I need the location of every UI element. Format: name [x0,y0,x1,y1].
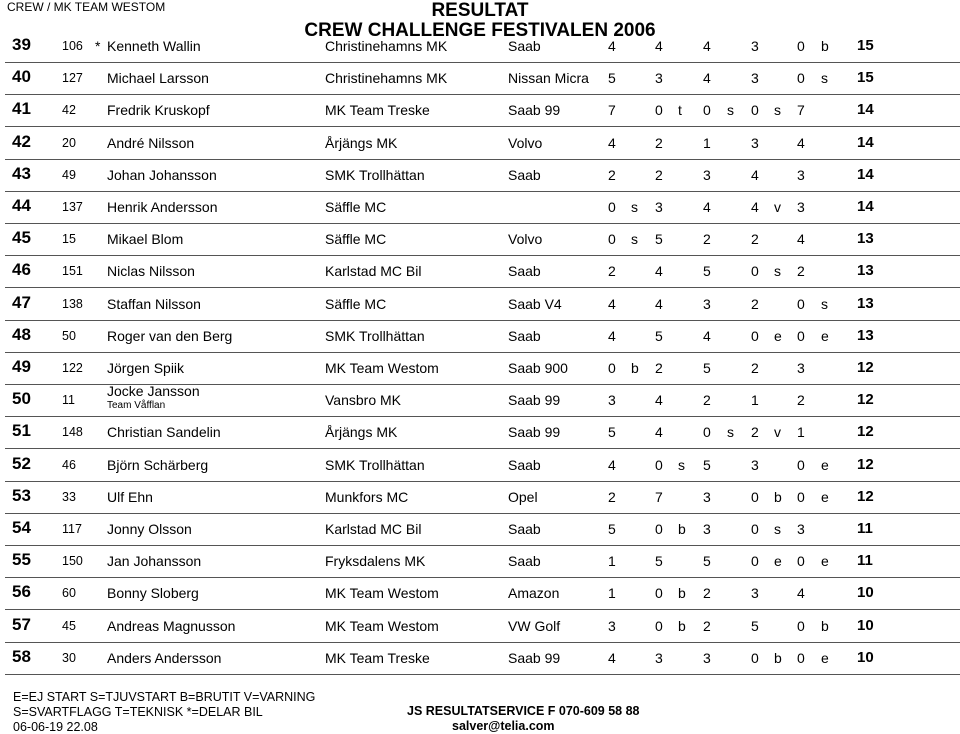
table-row [0,31,960,63]
table-row [0,95,960,127]
service-name: JS RESULTATSERVICE F 070-609 58 88 [407,704,640,718]
club-name: MK Team Westom [325,360,439,376]
table-row [0,578,960,610]
heat-3-points: 0 [703,424,711,441]
heat-5-flag: e [821,327,829,344]
club-name: Årjängs MK [325,424,398,441]
heat-1-points: 2 [608,166,616,183]
car-model: Volvo [508,134,543,151]
heat-1-points: 5 [608,521,616,537]
total-points: 12 [857,487,874,505]
start-number: 11 [62,393,75,408]
position: 39 [12,35,31,54]
heat-1-flag: s [631,231,638,248]
heat-1-flag: b [631,360,639,376]
start-number: 151 [62,264,83,279]
start-number: 15 [62,232,76,247]
position: 42 [12,131,31,151]
table-row [0,514,960,546]
heat-1-points: 4 [608,38,616,54]
position: 40 [12,67,31,87]
service-email: salver@telia.com [452,719,555,733]
heat-5-flag: e [821,649,829,666]
start-number: 60 [62,586,76,601]
heat-4-flag: s [774,102,781,119]
heat-4-points: 2 [751,424,759,441]
page-title: RESULTAT [431,0,529,21]
heat-1-points: 0 [608,199,616,215]
car-model: Nissan Micra [508,70,589,87]
club-name: Säffle MC [325,295,387,312]
heat-4-points: 3 [751,134,759,151]
heat-1-points: 5 [608,70,616,87]
heat-2-flag: t [678,102,682,119]
heat-5-flag: b [821,617,829,634]
driver-name: Jonny Olsson [107,521,192,537]
heat-2-points: 7 [655,488,663,505]
heat-2-points: 5 [655,553,663,570]
heat-4-points: 1 [751,392,759,409]
heat-4-points: 0 [751,521,759,537]
driver-name: Bonny Sloberg [107,585,199,602]
table-row [0,643,960,675]
car-model: Saab 99 [508,102,561,119]
heat-5-points: 7 [797,102,805,119]
total-points: 14 [857,198,874,215]
start-number: 148 [62,425,83,440]
heat-2-points: 0 [655,456,663,473]
table-row [0,256,960,288]
driver-name: Jörgen Spiik [107,360,185,376]
club-name: MK Team Westom [325,617,439,634]
heat-3-points: 3 [703,488,711,505]
heat-3-points: 2 [703,585,711,602]
position: 41 [12,99,31,119]
driver-name: Kenneth Wallin [107,38,201,54]
row-divider [5,674,960,675]
start-number: 46 [62,457,76,472]
table-row [0,321,960,353]
heat-3-points: 2 [703,231,711,248]
heat-5-points: 2 [797,263,805,280]
table-row [0,289,960,321]
heat-3-points: 3 [703,521,711,537]
total-points: 13 [857,294,874,312]
driver-name: Fredrik Kruskopf [107,102,210,119]
table-row [0,385,960,417]
heat-3-points: 3 [703,166,711,183]
driver-name: Andreas Magnusson [107,617,236,634]
position: 48 [12,324,31,344]
heat-2-points: 4 [655,295,663,312]
heat-4-points: 0 [751,553,759,570]
heat-5-points: 0 [797,327,805,344]
car-model: Saab [508,553,541,570]
heat-2-flag: b [678,585,686,602]
heat-4-points: 5 [751,617,759,634]
heat-1-points: 4 [608,649,616,666]
driver-name: Roger van den Berg [107,327,233,344]
club-name: SMK Trollhättan [325,456,425,473]
total-points: 11 [857,552,873,570]
total-points: 10 [857,648,874,666]
club-name: Säffle MC [325,231,387,248]
total-points: 13 [857,262,874,280]
table-row [0,546,960,578]
start-number: 150 [62,554,83,569]
position: 52 [12,453,31,473]
heat-5-points: 0 [797,70,805,87]
car-model: Saab 99 [508,649,561,666]
start-number: 117 [62,522,82,536]
heat-3-points: 4 [703,199,711,215]
position: 56 [12,582,31,602]
car-model: Saab 99 [508,392,561,409]
heat-1-points: 3 [608,392,616,409]
heat-4-points: 2 [751,231,759,248]
club-name: Säffle MC [325,199,387,215]
position: 53 [12,485,31,505]
position: 44 [12,196,31,215]
position: 51 [12,421,31,441]
heat-5-points: 0 [797,649,805,666]
table-row [0,224,960,256]
heat-5-points: 0 [797,488,805,505]
heat-4-flag: v [774,424,781,441]
table-row [0,611,960,643]
heat-4-flag: s [774,521,781,537]
start-number: 137 [62,200,83,214]
heat-4-flag: b [774,488,782,505]
heat-4-flag: b [774,649,782,666]
driver-name: Mikael Blom [107,231,184,248]
start-number: 138 [62,296,83,311]
heat-3-points: 5 [703,360,711,376]
heat-3-points: 0 [703,102,711,119]
driver-name: Jocke Jansson [107,383,200,400]
heat-1-points: 4 [608,295,616,312]
heat-2-points: 4 [655,392,663,409]
heat-4-points: 0 [751,649,759,666]
heat-5-flag: s [821,70,828,87]
total-points: 14 [857,165,874,183]
heat-2-points: 5 [655,327,663,344]
heat-3-points: 5 [703,456,711,473]
heat-5-points: 3 [797,199,805,215]
heat-2-points: 0 [655,585,663,602]
heat-2-points: 3 [655,70,663,87]
driver-name: Björn Schärberg [107,456,209,473]
position: 49 [12,357,31,376]
heat-1-points: 5 [608,424,616,441]
event-title: CREW CHALLENGE FESTIVALEN 2006 [304,20,656,41]
heat-4-flag: e [774,553,782,570]
position: 58 [12,646,31,666]
heat-5-flag: e [821,488,829,505]
total-points: 10 [857,584,874,602]
heat-2-points: 4 [655,263,663,280]
legend-line-1: E=EJ START S=TJUVSTART B=BRUTIT V=VARNING [13,690,316,704]
heat-3-points: 5 [703,263,711,280]
team-name: Team Våfflan [107,400,166,412]
driver-name: Ulf Ehn [107,488,153,505]
start-number: 50 [62,328,76,343]
heat-1-points: 4 [608,134,616,151]
driver-name: Staffan Nilsson [107,295,201,312]
car-model: Saab V4 [508,295,562,312]
driver-name: Christian Sandelin [107,424,221,441]
heat-4-points: 3 [751,585,759,602]
heat-5-flag: s [821,295,828,312]
club-name: MK Team Treske [325,649,430,666]
heat-5-points: 0 [797,38,805,54]
heat-2-points: 2 [655,166,663,183]
club-name: Christinehamns MK [325,70,448,87]
total-points: 12 [857,455,874,473]
heat-2-flag: b [678,617,686,634]
total-points: 15 [857,69,874,87]
car-model: Opel [508,488,538,505]
heat-3-flag: s [727,424,734,441]
heat-4-points: 0 [751,327,759,344]
position: 46 [12,260,31,280]
heat-3-points: 5 [703,553,711,570]
total-points: 14 [857,101,874,119]
car-model: Saab [508,166,541,183]
heat-3-points: 1 [703,134,711,151]
heat-5-points: 2 [797,392,805,409]
heat-3-points: 4 [703,70,711,87]
heat-1-points: 1 [608,585,616,602]
heat-2-points: 0 [655,617,663,634]
table-row [0,63,960,95]
heat-5-points: 1 [797,424,805,441]
position: 55 [12,550,31,570]
start-number: 33 [62,489,76,504]
driver-name: Henrik Andersson [107,199,218,215]
heat-1-points: 7 [608,102,616,119]
heat-4-points: 3 [751,70,759,87]
position: 45 [12,228,31,248]
table-row [0,160,960,192]
heat-5-points: 4 [797,585,805,602]
start-number: 127 [62,71,83,86]
car-model: Saab 99 [508,424,561,441]
club-name: MK Team Treske [325,102,430,119]
heat-5-points: 3 [797,360,805,376]
driver-name: Niclas Nilsson [107,263,195,280]
heat-3-points: 3 [703,295,711,312]
car-model: Saab [508,38,541,54]
club-name: MK Team Westom [325,585,439,602]
car-model: Saab [508,263,541,280]
table-row [0,450,960,482]
heat-4-points: 2 [751,295,759,312]
heat-2-points: 0 [655,102,663,119]
heat-2-points: 2 [655,134,663,151]
heat-5-points: 4 [797,134,805,151]
club-name: Fryksdalens MK [325,553,426,570]
heat-5-points: 4 [797,231,805,248]
heat-3-points: 4 [703,327,711,344]
start-number: 122 [62,361,83,375]
driver-name: Jan Johansson [107,553,202,570]
car-model: Amazon [508,585,560,602]
heat-4-flag: e [774,327,782,344]
car-model: Saab [508,327,541,344]
club-name: SMK Trollhättan [325,166,425,183]
heat-4-points: 4 [751,199,759,215]
heat-3-points: 2 [703,392,711,409]
heat-5-points: 3 [797,521,805,537]
start-number: 106 [62,39,83,53]
heat-3-points: 4 [703,38,711,54]
heat-3-points: 2 [703,617,711,634]
club-name: Christinehamns MK [325,38,448,54]
position: 54 [12,518,31,537]
heat-1-points: 0 [608,360,616,376]
club-name: SMK Trollhättan [325,327,425,344]
position: 50 [12,389,31,409]
car-model: Saab [508,456,541,473]
heat-1-points: 4 [608,456,616,473]
heat-2-points: 4 [655,38,663,54]
total-points: 15 [857,37,874,54]
heat-2-points: 2 [655,360,663,376]
heat-2-flag: s [678,456,685,473]
timestamp: 06-06-19 22.08 [13,720,98,734]
start-number: 30 [62,650,76,665]
heat-2-points: 5 [655,231,663,248]
total-points: 12 [857,359,874,376]
heat-1-points: 4 [608,327,616,344]
shared-car-mark: * [95,38,101,54]
heat-2-points: 4 [655,424,663,441]
heat-5-flag: e [821,553,829,570]
driver-name: Johan Johansson [107,166,217,183]
heat-4-flag: s [774,263,781,280]
start-number: 49 [62,167,76,182]
start-number: 42 [62,103,76,118]
heat-4-points: 0 [751,488,759,505]
driver-name: André Nilsson [107,134,195,151]
total-points: 14 [857,133,874,151]
heat-2-points: 3 [655,649,663,666]
heat-2-points: 0 [655,521,663,537]
table-row [0,192,960,224]
car-model: Volvo [508,231,543,248]
start-number: 45 [62,618,76,633]
heat-2-flag: b [678,521,686,537]
club-name: Årjängs MK [325,134,398,151]
total-points: 12 [857,423,874,441]
org-name: CREW / MK TEAM WESTOM [7,0,166,14]
car-model: Saab 900 [508,360,568,376]
heat-2-points: 3 [655,199,663,215]
heat-5-flag: b [821,38,829,54]
heat-5-points: 3 [797,166,805,183]
heat-4-points: 0 [751,102,759,119]
car-model: VW Golf [508,617,561,634]
heat-5-points: 0 [797,456,805,473]
club-name: Karlstad MC Bil [325,263,422,280]
table-row [0,482,960,514]
club-name: Karlstad MC Bil [325,521,422,537]
legend-line-2: S=SVARTFLAGG T=TEKNISK *=DELAR BIL [13,705,263,719]
heat-3-points: 3 [703,649,711,666]
heat-5-points: 0 [797,617,805,634]
heat-1-flag: s [631,199,638,215]
position: 47 [12,292,31,312]
position: 57 [12,614,31,634]
car-model: Saab [508,521,541,537]
heat-1-points: 0 [608,231,616,248]
table-row [0,417,960,449]
driver-name: Michael Larsson [107,70,209,87]
heat-1-points: 2 [608,263,616,280]
start-number: 20 [62,135,76,150]
heat-1-points: 2 [608,488,616,505]
heat-5-points: 0 [797,295,805,312]
heat-1-points: 3 [608,617,616,634]
heat-3-flag: s [727,102,734,119]
total-points: 10 [857,616,874,634]
heat-5-points: 0 [797,553,805,570]
club-name: Munkfors MC [325,488,409,505]
heat-1-points: 1 [608,553,616,570]
position: 43 [12,163,31,183]
heat-4-flag: v [774,199,781,215]
total-points: 13 [857,230,874,248]
heat-4-points: 4 [751,166,759,183]
table-row [0,353,960,385]
driver-name: Anders Andersson [107,649,222,666]
heat-4-points: 3 [751,456,759,473]
table-row [0,128,960,160]
total-points: 12 [857,391,874,409]
heat-4-points: 2 [751,360,759,376]
heat-5-flag: e [821,456,829,473]
total-points: 13 [857,326,874,344]
total-points: 11 [857,520,873,537]
club-name: Vansbro MK [325,392,401,409]
heat-4-points: 0 [751,263,759,280]
heat-4-points: 3 [751,38,759,54]
